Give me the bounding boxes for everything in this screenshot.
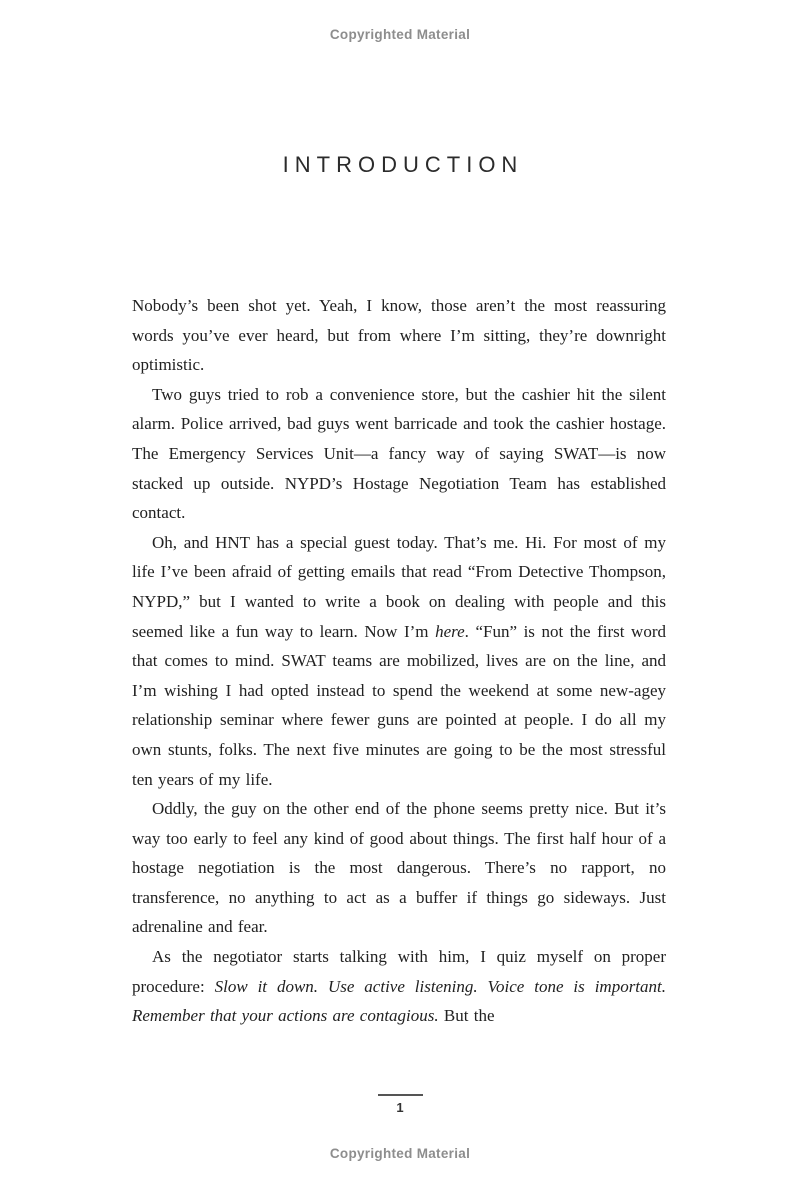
body-text-segment: . “Fun” is not the first word that comes to mind. SWAT teams are mobilized, lives are on the line, and I’m wishing I had opted instead to spend the weekend at some new-agey relationship seminar where fewer guns are pointed at people. I do all my own stunts, folks. The next five minutes are going to be the most stressful ten years of my life. — [132, 621, 666, 789]
page-number: 1 — [396, 1100, 404, 1115]
body-text-segment: Nobody’s been shot yet. Yeah, I know, those aren’t the most reassuring words you’ve ever heard, but from where I’m sitting, they’re downright optimistic. — [132, 296, 666, 375]
copyright-notice-bottom: Copyrighted Material — [329, 1146, 471, 1161]
body-text-segment: Oddly, the guy on the other end of the phone seems pretty nice. But it’s way too early to feel any kind of good about things. The first half hour of a hostage negotiation is the most dangerous. There’s no rapport, no transference, no anything to act as a buffer if things go sideways. Just adrenaline and fear. — [132, 799, 666, 937]
paragraph — [132, 528, 666, 794]
paragraph — [132, 794, 666, 942]
copyright-notice-top: Copyrighted Material — [329, 27, 471, 42]
paragraph — [132, 380, 666, 528]
body-text-segment: But the — [438, 1006, 495, 1026]
body-text-segment: Oh, and HNT has a special guest today. That’s me. Hi. For most of my life I’ve been afraid of getting emails that read “From Detective Thompson, NYPD,” but I wanted to write a book on dealing with people and this seemed like a fun way to learn. Now I’m — [132, 532, 666, 641]
italic-text: here — [435, 621, 465, 641]
body-text — [132, 291, 666, 1031]
body-text-segment: As the negotiator starts talking with him, I quiz myself on proper procedure: — [132, 947, 666, 996]
paragraph — [132, 291, 666, 380]
paragraph — [132, 942, 666, 1031]
page-number-divider — [378, 1094, 423, 1096]
chapter-title: INTRODUCTION — [282, 152, 524, 177]
italic-text: Slow it down. Use active listening. Voice tone is important. Remember that your actions are contagious. — [132, 976, 667, 1026]
body-text-segment: Two guys tried to rob a convenience store, but the cashier hit the silent alarm. Police arrived, bad guys went barricade and took the cashier hostage. The Emergency Services Unit—a fancy way of saying SWAT—is now stacked up outside. NYPD’s Hostage Negotiation Team has established contact. — [132, 384, 666, 523]
